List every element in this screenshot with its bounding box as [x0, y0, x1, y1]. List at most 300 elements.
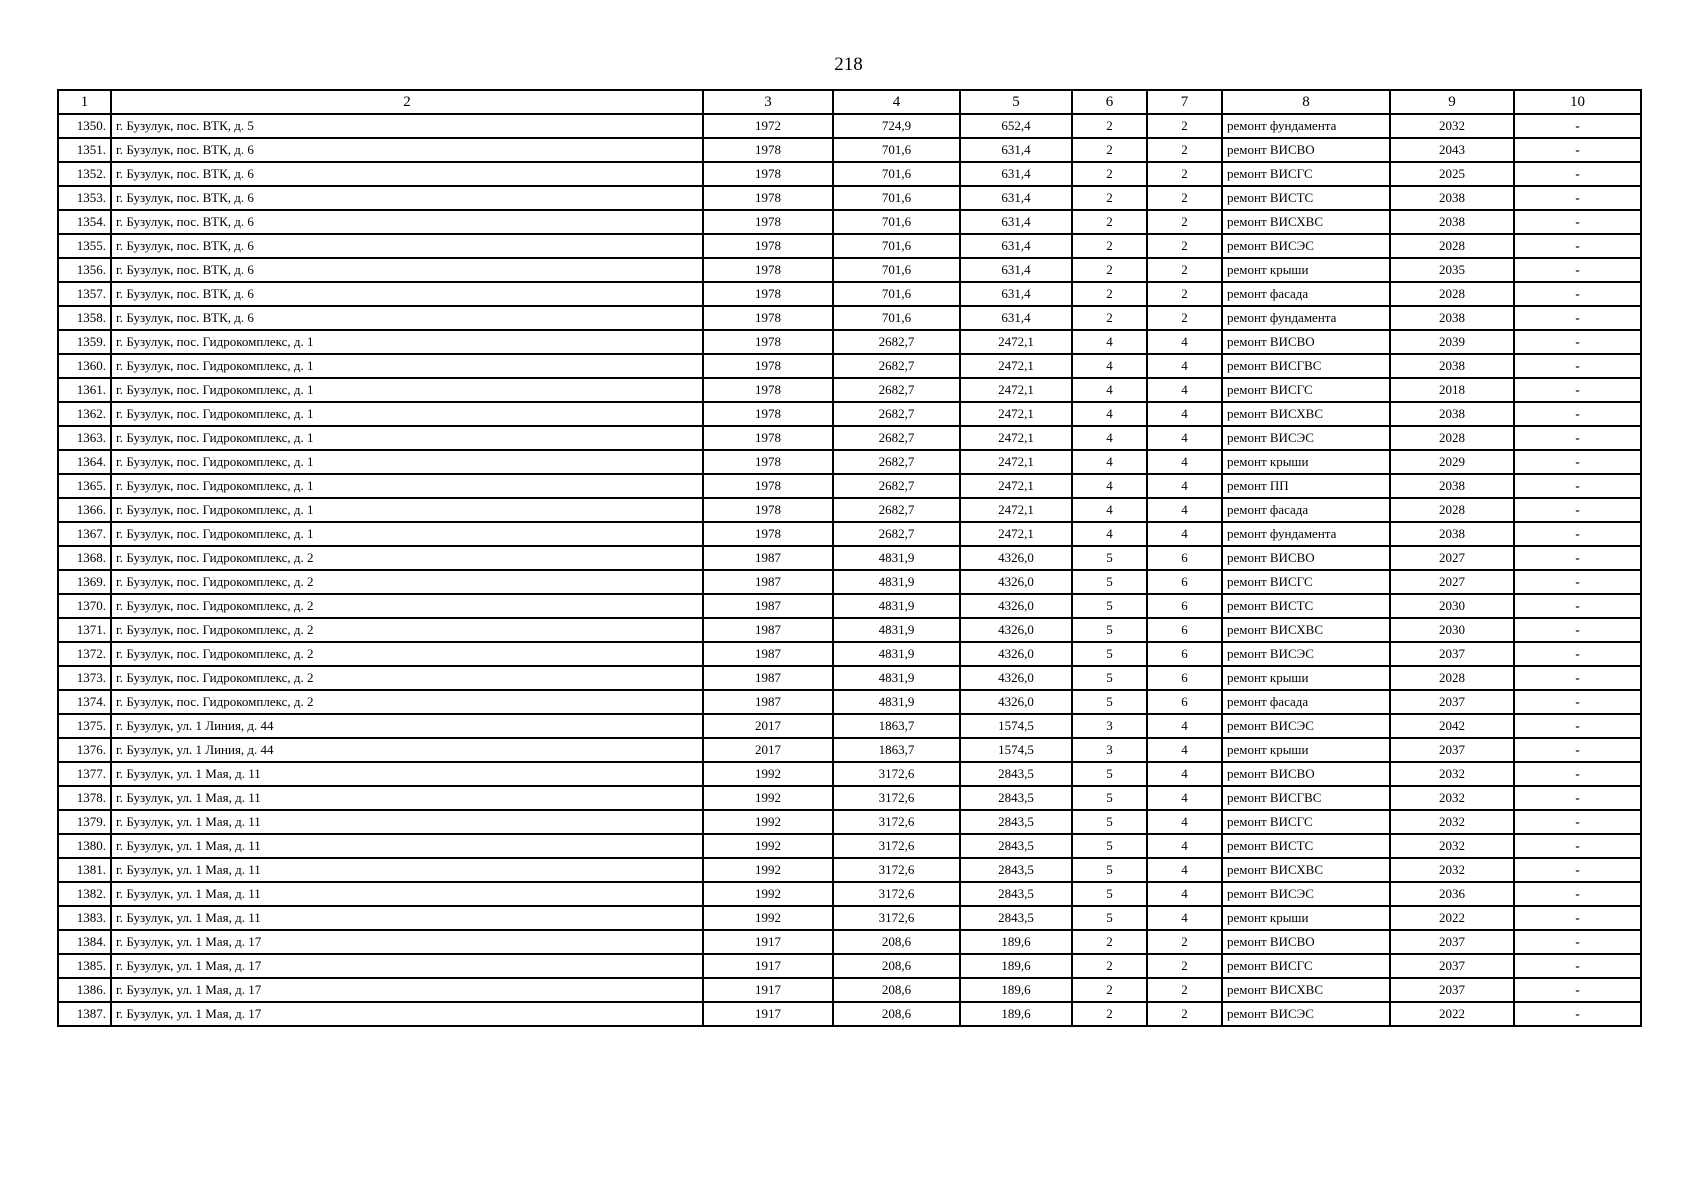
- living-area-cell: 652,4: [960, 114, 1072, 138]
- entrances-cell: 2: [1147, 162, 1222, 186]
- planned-year-cell: 2028: [1390, 426, 1514, 450]
- year-built-cell: 1978: [703, 234, 833, 258]
- year-built-cell: 1978: [703, 378, 833, 402]
- total-area-cell: 208,6: [833, 978, 960, 1002]
- planned-year-cell: 2038: [1390, 402, 1514, 426]
- year-built-cell: 1992: [703, 810, 833, 834]
- work-type-cell: ремонт ВИСТС: [1222, 594, 1390, 618]
- work-type-cell: ремонт ВИСГС: [1222, 570, 1390, 594]
- living-area-cell: 631,4: [960, 162, 1072, 186]
- row-number-cell: 1378.: [58, 786, 111, 810]
- entrances-cell: 4: [1147, 498, 1222, 522]
- planned-year-cell: 2022: [1390, 906, 1514, 930]
- address-cell: г. Бузулук, пос. Гидрокомплекс, д. 2: [111, 690, 703, 714]
- year-built-cell: 1978: [703, 258, 833, 282]
- work-type-cell: ремонт ВИСЭС: [1222, 882, 1390, 906]
- living-area-cell: 4326,0: [960, 642, 1072, 666]
- work-type-cell: ремонт ВИСВО: [1222, 546, 1390, 570]
- floors-cell: 5: [1072, 690, 1147, 714]
- total-area-cell: 1863,7: [833, 714, 960, 738]
- floors-cell: 4: [1072, 354, 1147, 378]
- address-cell: г. Бузулук, пос. Гидрокомплекс, д. 1: [111, 498, 703, 522]
- work-type-cell: ремонт ВИСГС: [1222, 378, 1390, 402]
- column-header: 3: [703, 90, 833, 114]
- note-cell: -: [1514, 138, 1641, 162]
- living-area-cell: 189,6: [960, 954, 1072, 978]
- year-built-cell: 1978: [703, 162, 833, 186]
- floors-cell: 2: [1072, 258, 1147, 282]
- planned-year-cell: 2038: [1390, 186, 1514, 210]
- total-area-cell: 724,9: [833, 114, 960, 138]
- total-area-cell: 701,6: [833, 210, 960, 234]
- floors-cell: 5: [1072, 810, 1147, 834]
- row-number-cell: 1373.: [58, 666, 111, 690]
- planned-year-cell: 2032: [1390, 858, 1514, 882]
- note-cell: -: [1514, 978, 1641, 1002]
- work-type-cell: ремонт ВИСВО: [1222, 138, 1390, 162]
- note-cell: -: [1514, 810, 1641, 834]
- table-row: [58, 354, 1641, 378]
- entrances-cell: 4: [1147, 426, 1222, 450]
- living-area-cell: 631,4: [960, 138, 1072, 162]
- floors-cell: 5: [1072, 618, 1147, 642]
- entrances-cell: 4: [1147, 450, 1222, 474]
- table-row: [58, 954, 1641, 978]
- living-area-cell: 2472,1: [960, 522, 1072, 546]
- living-area-cell: 1574,5: [960, 738, 1072, 762]
- planned-year-cell: 2038: [1390, 306, 1514, 330]
- note-cell: -: [1514, 330, 1641, 354]
- year-built-cell: 1917: [703, 978, 833, 1002]
- address-cell: г. Бузулук, ул. 1 Мая, д. 11: [111, 906, 703, 930]
- work-type-cell: ремонт ВИСЭС: [1222, 1002, 1390, 1026]
- column-header: 1: [58, 90, 111, 114]
- entrances-cell: 6: [1147, 690, 1222, 714]
- address-cell: г. Бузулук, ул. 1 Линия, д. 44: [111, 738, 703, 762]
- floors-cell: 4: [1072, 522, 1147, 546]
- planned-year-cell: 2032: [1390, 114, 1514, 138]
- row-number-cell: 1379.: [58, 810, 111, 834]
- work-type-cell: ремонт фундамента: [1222, 306, 1390, 330]
- floors-cell: 4: [1072, 450, 1147, 474]
- work-type-cell: ремонт ВИСЭС: [1222, 234, 1390, 258]
- work-type-cell: ремонт ВИСЭС: [1222, 426, 1390, 450]
- note-cell: -: [1514, 450, 1641, 474]
- work-type-cell: ремонт крыши: [1222, 450, 1390, 474]
- row-number-cell: 1386.: [58, 978, 111, 1002]
- floors-cell: 2: [1072, 930, 1147, 954]
- floors-cell: 4: [1072, 330, 1147, 354]
- address-cell: г. Бузулук, ул. 1 Мая, д. 17: [111, 930, 703, 954]
- entrances-cell: 6: [1147, 618, 1222, 642]
- total-area-cell: 2682,7: [833, 498, 960, 522]
- entrances-cell: 2: [1147, 978, 1222, 1002]
- floors-cell: 4: [1072, 378, 1147, 402]
- total-area-cell: 208,6: [833, 930, 960, 954]
- work-type-cell: ремонт крыши: [1222, 258, 1390, 282]
- living-area-cell: 2843,5: [960, 858, 1072, 882]
- row-number-cell: 1365.: [58, 474, 111, 498]
- total-area-cell: 2682,7: [833, 402, 960, 426]
- table-row: [58, 762, 1641, 786]
- entrances-cell: 2: [1147, 954, 1222, 978]
- note-cell: -: [1514, 762, 1641, 786]
- entrances-cell: 6: [1147, 642, 1222, 666]
- column-header: 5: [960, 90, 1072, 114]
- note-cell: -: [1514, 570, 1641, 594]
- table-row: [58, 330, 1641, 354]
- row-number-cell: 1381.: [58, 858, 111, 882]
- total-area-cell: 4831,9: [833, 690, 960, 714]
- living-area-cell: 631,4: [960, 306, 1072, 330]
- address-cell: г. Бузулук, пос. ВТК, д. 6: [111, 186, 703, 210]
- planned-year-cell: 2028: [1390, 498, 1514, 522]
- year-built-cell: 1917: [703, 954, 833, 978]
- floors-cell: 5: [1072, 642, 1147, 666]
- entrances-cell: 2: [1147, 258, 1222, 282]
- total-area-cell: 2682,7: [833, 354, 960, 378]
- work-type-cell: ремонт ВИСХВС: [1222, 618, 1390, 642]
- row-number-cell: 1368.: [58, 546, 111, 570]
- floors-cell: 2: [1072, 978, 1147, 1002]
- table-row: [58, 282, 1641, 306]
- living-area-cell: 189,6: [960, 978, 1072, 1002]
- table-row: [58, 162, 1641, 186]
- floors-cell: 5: [1072, 882, 1147, 906]
- row-number-cell: 1359.: [58, 330, 111, 354]
- total-area-cell: 2682,7: [833, 426, 960, 450]
- total-area-cell: 2682,7: [833, 378, 960, 402]
- entrances-cell: 4: [1147, 714, 1222, 738]
- table-body: [58, 114, 1641, 1026]
- row-number-cell: 1360.: [58, 354, 111, 378]
- table-row: [58, 378, 1641, 402]
- floors-cell: 2: [1072, 210, 1147, 234]
- floors-cell: 2: [1072, 306, 1147, 330]
- total-area-cell: 208,6: [833, 954, 960, 978]
- total-area-cell: 701,6: [833, 138, 960, 162]
- address-cell: г. Бузулук, пос. Гидрокомплекс, д. 2: [111, 666, 703, 690]
- address-cell: г. Бузулук, пос. Гидрокомплекс, д. 1: [111, 402, 703, 426]
- living-area-cell: 631,4: [960, 210, 1072, 234]
- living-area-cell: 631,4: [960, 258, 1072, 282]
- living-area-cell: 4326,0: [960, 618, 1072, 642]
- address-cell: г. Бузулук, пос. ВТК, д. 6: [111, 306, 703, 330]
- table-row: [58, 522, 1641, 546]
- total-area-cell: 701,6: [833, 234, 960, 258]
- year-built-cell: 1992: [703, 786, 833, 810]
- year-built-cell: 1978: [703, 330, 833, 354]
- entrances-cell: 6: [1147, 666, 1222, 690]
- table-row: [58, 234, 1641, 258]
- header-row: [58, 90, 1641, 114]
- column-header: 8: [1222, 90, 1390, 114]
- entrances-cell: 4: [1147, 522, 1222, 546]
- floors-cell: 2: [1072, 162, 1147, 186]
- planned-year-cell: 2028: [1390, 282, 1514, 306]
- floors-cell: 2: [1072, 282, 1147, 306]
- planned-year-cell: 2036: [1390, 882, 1514, 906]
- work-type-cell: ремонт ВИСХВС: [1222, 978, 1390, 1002]
- note-cell: -: [1514, 930, 1641, 954]
- note-cell: -: [1514, 474, 1641, 498]
- living-area-cell: 2843,5: [960, 882, 1072, 906]
- note-cell: -: [1514, 186, 1641, 210]
- total-area-cell: 4831,9: [833, 618, 960, 642]
- row-number-cell: 1382.: [58, 882, 111, 906]
- entrances-cell: 6: [1147, 546, 1222, 570]
- floors-cell: 4: [1072, 498, 1147, 522]
- column-header: 6: [1072, 90, 1147, 114]
- row-number-cell: 1362.: [58, 402, 111, 426]
- row-number-cell: 1357.: [58, 282, 111, 306]
- living-area-cell: 4326,0: [960, 666, 1072, 690]
- entrances-cell: 4: [1147, 906, 1222, 930]
- living-area-cell: 2843,5: [960, 810, 1072, 834]
- planned-year-cell: 2043: [1390, 138, 1514, 162]
- address-cell: г. Бузулук, ул. 1 Мая, д. 11: [111, 762, 703, 786]
- work-type-cell: ремонт ВИСВО: [1222, 330, 1390, 354]
- entrances-cell: 4: [1147, 834, 1222, 858]
- year-built-cell: 1917: [703, 930, 833, 954]
- year-built-cell: 1992: [703, 858, 833, 882]
- note-cell: -: [1514, 378, 1641, 402]
- planned-year-cell: 2027: [1390, 546, 1514, 570]
- row-number-cell: 1387.: [58, 1002, 111, 1026]
- address-cell: г. Бузулук, пос. ВТК, д. 5: [111, 114, 703, 138]
- address-cell: г. Бузулук, пос. Гидрокомплекс, д. 1: [111, 354, 703, 378]
- table-row: [58, 474, 1641, 498]
- floors-cell: 5: [1072, 834, 1147, 858]
- work-type-cell: ремонт ВИСГС: [1222, 810, 1390, 834]
- address-cell: г. Бузулук, ул. 1 Мая, д. 11: [111, 882, 703, 906]
- row-number-cell: 1369.: [58, 570, 111, 594]
- row-number-cell: 1366.: [58, 498, 111, 522]
- total-area-cell: 701,6: [833, 306, 960, 330]
- table-row: [58, 858, 1641, 882]
- row-number-cell: 1384.: [58, 930, 111, 954]
- total-area-cell: 3172,6: [833, 786, 960, 810]
- total-area-cell: 3172,6: [833, 762, 960, 786]
- work-type-cell: ремонт ВИСГС: [1222, 954, 1390, 978]
- year-built-cell: 1978: [703, 498, 833, 522]
- floors-cell: 2: [1072, 234, 1147, 258]
- note-cell: -: [1514, 954, 1641, 978]
- address-cell: г. Бузулук, ул. 1 Мая, д. 11: [111, 834, 703, 858]
- work-type-cell: ремонт фасада: [1222, 690, 1390, 714]
- address-cell: г. Бузулук, пос. Гидрокомплекс, д. 1: [111, 378, 703, 402]
- note-cell: -: [1514, 162, 1641, 186]
- table-row: [58, 186, 1641, 210]
- planned-year-cell: 2030: [1390, 594, 1514, 618]
- note-cell: -: [1514, 738, 1641, 762]
- living-area-cell: 2843,5: [960, 762, 1072, 786]
- year-built-cell: 1978: [703, 474, 833, 498]
- table-row: [58, 906, 1641, 930]
- note-cell: -: [1514, 522, 1641, 546]
- note-cell: -: [1514, 594, 1641, 618]
- table-row: [58, 738, 1641, 762]
- total-area-cell: 1863,7: [833, 738, 960, 762]
- address-cell: г. Бузулук, пос. ВТК, д. 6: [111, 234, 703, 258]
- work-type-cell: ремонт ВИСХВС: [1222, 858, 1390, 882]
- column-header: 10: [1514, 90, 1641, 114]
- note-cell: -: [1514, 402, 1641, 426]
- table-row: [58, 138, 1641, 162]
- repair-schedule-table: [57, 89, 1642, 1027]
- entrances-cell: 4: [1147, 786, 1222, 810]
- address-cell: г. Бузулук, пос. Гидрокомплекс, д. 1: [111, 474, 703, 498]
- work-type-cell: ремонт крыши: [1222, 738, 1390, 762]
- total-area-cell: 3172,6: [833, 834, 960, 858]
- year-built-cell: 1992: [703, 906, 833, 930]
- table-row: [58, 546, 1641, 570]
- entrances-cell: 4: [1147, 474, 1222, 498]
- planned-year-cell: 2037: [1390, 978, 1514, 1002]
- year-built-cell: 1987: [703, 546, 833, 570]
- year-built-cell: 1972: [703, 114, 833, 138]
- address-cell: г. Бузулук, пос. Гидрокомплекс, д. 2: [111, 618, 703, 642]
- note-cell: -: [1514, 882, 1641, 906]
- planned-year-cell: 2038: [1390, 522, 1514, 546]
- note-cell: -: [1514, 714, 1641, 738]
- floors-cell: 5: [1072, 546, 1147, 570]
- year-built-cell: 1978: [703, 138, 833, 162]
- note-cell: -: [1514, 858, 1641, 882]
- planned-year-cell: 2032: [1390, 810, 1514, 834]
- total-area-cell: 701,6: [833, 162, 960, 186]
- note-cell: -: [1514, 498, 1641, 522]
- entrances-cell: 2: [1147, 306, 1222, 330]
- entrances-cell: 2: [1147, 114, 1222, 138]
- entrances-cell: 6: [1147, 594, 1222, 618]
- work-type-cell: ремонт ВИСГВС: [1222, 354, 1390, 378]
- table-row: [58, 570, 1641, 594]
- work-type-cell: ремонт ПП: [1222, 474, 1390, 498]
- row-number-cell: 1376.: [58, 738, 111, 762]
- address-cell: г. Бузулук, пос. ВТК, д. 6: [111, 210, 703, 234]
- table-row: [58, 618, 1641, 642]
- total-area-cell: 3172,6: [833, 858, 960, 882]
- note-cell: -: [1514, 306, 1641, 330]
- address-cell: г. Бузулук, ул. 1 Мая, д. 17: [111, 1002, 703, 1026]
- table-row: [58, 810, 1641, 834]
- entrances-cell: 2: [1147, 186, 1222, 210]
- total-area-cell: 3172,6: [833, 810, 960, 834]
- year-built-cell: 1978: [703, 210, 833, 234]
- floors-cell: 3: [1072, 738, 1147, 762]
- planned-year-cell: 2032: [1390, 786, 1514, 810]
- row-number-cell: 1372.: [58, 642, 111, 666]
- work-type-cell: ремонт ВИСЭС: [1222, 714, 1390, 738]
- living-area-cell: 2472,1: [960, 402, 1072, 426]
- planned-year-cell: 2037: [1390, 954, 1514, 978]
- note-cell: -: [1514, 354, 1641, 378]
- entrances-cell: 4: [1147, 810, 1222, 834]
- total-area-cell: 3172,6: [833, 882, 960, 906]
- entrances-cell: 4: [1147, 738, 1222, 762]
- living-area-cell: 4326,0: [960, 570, 1072, 594]
- floors-cell: 2: [1072, 138, 1147, 162]
- work-type-cell: ремонт ВИСЭС: [1222, 642, 1390, 666]
- row-number-cell: 1385.: [58, 954, 111, 978]
- work-type-cell: ремонт ВИСХВС: [1222, 210, 1390, 234]
- total-area-cell: 701,6: [833, 258, 960, 282]
- note-cell: -: [1514, 834, 1641, 858]
- row-number-cell: 1358.: [58, 306, 111, 330]
- address-cell: г. Бузулук, ул. 1 Мая, д. 11: [111, 858, 703, 882]
- table-row: [58, 690, 1641, 714]
- work-type-cell: ремонт крыши: [1222, 906, 1390, 930]
- year-built-cell: 2017: [703, 714, 833, 738]
- living-area-cell: 2472,1: [960, 498, 1072, 522]
- column-header: 7: [1147, 90, 1222, 114]
- table-row: [58, 498, 1641, 522]
- living-area-cell: 189,6: [960, 1002, 1072, 1026]
- total-area-cell: 701,6: [833, 186, 960, 210]
- planned-year-cell: 2037: [1390, 738, 1514, 762]
- year-built-cell: 1987: [703, 690, 833, 714]
- note-cell: -: [1514, 906, 1641, 930]
- living-area-cell: 2843,5: [960, 906, 1072, 930]
- address-cell: г. Бузулук, ул. 1 Мая, д. 17: [111, 978, 703, 1002]
- entrances-cell: 4: [1147, 378, 1222, 402]
- planned-year-cell: 2038: [1390, 210, 1514, 234]
- living-area-cell: 4326,0: [960, 594, 1072, 618]
- column-header: 2: [111, 90, 703, 114]
- planned-year-cell: 2032: [1390, 834, 1514, 858]
- total-area-cell: 4831,9: [833, 642, 960, 666]
- total-area-cell: 208,6: [833, 1002, 960, 1026]
- year-built-cell: 1978: [703, 186, 833, 210]
- year-built-cell: 2017: [703, 738, 833, 762]
- planned-year-cell: 2037: [1390, 690, 1514, 714]
- floors-cell: 5: [1072, 570, 1147, 594]
- total-area-cell: 3172,6: [833, 906, 960, 930]
- note-cell: -: [1514, 546, 1641, 570]
- total-area-cell: 4831,9: [833, 666, 960, 690]
- floors-cell: 2: [1072, 1002, 1147, 1026]
- year-built-cell: 1978: [703, 402, 833, 426]
- row-number-cell: 1354.: [58, 210, 111, 234]
- row-number-cell: 1380.: [58, 834, 111, 858]
- note-cell: -: [1514, 1002, 1641, 1026]
- note-cell: -: [1514, 234, 1641, 258]
- work-type-cell: ремонт ВИСТС: [1222, 834, 1390, 858]
- entrances-cell: 4: [1147, 330, 1222, 354]
- row-number-cell: 1371.: [58, 618, 111, 642]
- table-row: [58, 402, 1641, 426]
- page-number: 218: [834, 54, 863, 75]
- note-cell: -: [1514, 786, 1641, 810]
- year-built-cell: 1978: [703, 522, 833, 546]
- row-number-cell: 1370.: [58, 594, 111, 618]
- row-number-cell: 1377.: [58, 762, 111, 786]
- address-cell: г. Бузулук, пос. ВТК, д. 6: [111, 282, 703, 306]
- table-row: [58, 978, 1641, 1002]
- address-cell: г. Бузулук, пос. Гидрокомплекс, д. 2: [111, 594, 703, 618]
- planned-year-cell: 2028: [1390, 666, 1514, 690]
- address-cell: г. Бузулук, пос. Гидрокомплекс, д. 1: [111, 426, 703, 450]
- year-built-cell: 1987: [703, 642, 833, 666]
- floors-cell: 2: [1072, 954, 1147, 978]
- floors-cell: 2: [1072, 114, 1147, 138]
- address-cell: г. Бузулук, ул. 1 Мая, д. 11: [111, 810, 703, 834]
- planned-year-cell: 2039: [1390, 330, 1514, 354]
- address-cell: г. Бузулук, пос. Гидрокомплекс, д. 1: [111, 450, 703, 474]
- year-built-cell: 1992: [703, 882, 833, 906]
- living-area-cell: 631,4: [960, 282, 1072, 306]
